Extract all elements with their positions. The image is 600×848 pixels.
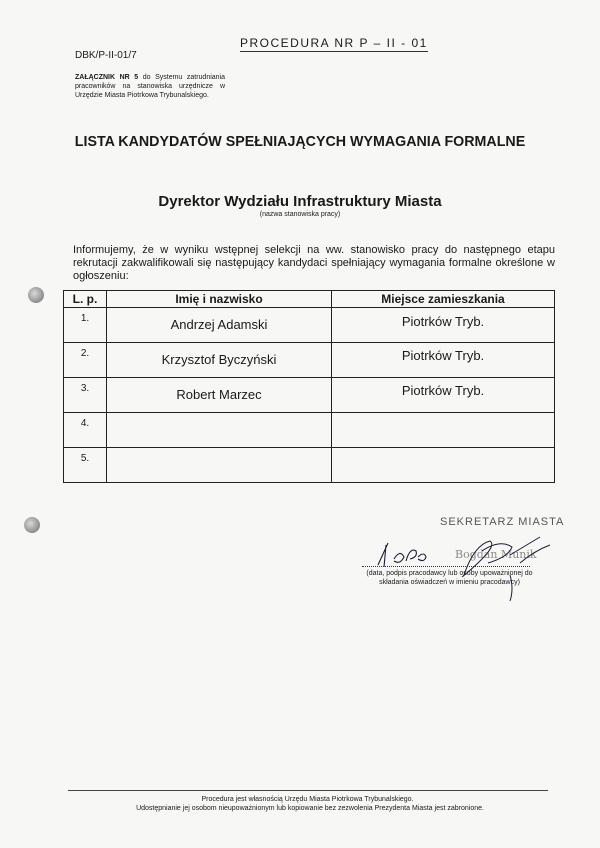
candidate-place bbox=[332, 448, 555, 483]
header-name: Imię i nazwisko bbox=[107, 291, 332, 308]
signature-line bbox=[362, 566, 530, 567]
candidate-place-text: Piotrków Tryb. bbox=[401, 314, 485, 329]
candidate-name bbox=[107, 378, 332, 413]
footer-copyright: Udostępnianie jej osobom nieupoważnionym lub kopiowanie bez zezwolenia Prezydenta Miasta jest zabronione. bbox=[136, 805, 484, 812]
table-row bbox=[64, 343, 555, 378]
table-row bbox=[64, 308, 555, 343]
candidate-name-text: Robert Marzec bbox=[176, 387, 262, 402]
signature-name: Bogdan Munik bbox=[455, 548, 537, 561]
row-number: 2. bbox=[64, 343, 107, 378]
candidate-place bbox=[332, 378, 555, 413]
secretary-stamp: SEKRETARZ MIASTA bbox=[440, 516, 565, 528]
annex-text: do Systemu zatrudniania pracowników na stanowiska urzędnicze w Urzędzie Miasta Piotrkowa Trybunalskiego. bbox=[75, 74, 225, 99]
row-number: 5. bbox=[64, 448, 107, 483]
candidate-name-text: Krzysztof Byczyński bbox=[161, 352, 277, 367]
candidate-place bbox=[332, 308, 555, 343]
row-number: 4. bbox=[64, 413, 107, 448]
candidate-place-text: Piotrków Tryb. bbox=[401, 383, 485, 398]
candidate-name bbox=[107, 308, 332, 343]
candidate-name-text: Andrzej Adamski bbox=[170, 317, 268, 332]
row-number: 1. bbox=[64, 308, 107, 343]
document-title: LISTA KANDYDATÓW SPEŁNIAJĄCYCH WYMAGANIA FORMALNE bbox=[74, 133, 526, 150]
footer-ownership: Procedura jest własnością Urzędu Miasta Piotrkowa Trybunalskiego. bbox=[201, 796, 414, 803]
position-name: Dyrektor Wydziału Infrastruktury Miasta bbox=[158, 193, 442, 210]
annex-label: ZAŁĄCZNIK NR 5 bbox=[75, 74, 139, 81]
header-place: Miejsce zamieszkania bbox=[332, 291, 555, 308]
annex-note bbox=[75, 73, 225, 100]
candidate-name bbox=[107, 343, 332, 378]
punch-hole-top bbox=[28, 287, 44, 303]
candidate-name bbox=[107, 448, 332, 483]
candidate-place bbox=[332, 343, 555, 378]
table-row bbox=[64, 413, 555, 448]
candidate-name bbox=[107, 413, 332, 448]
signature-caption: (data, podpis pracodawcy lub osoby upoważnionej do składania oświadczeń w imieniu pracodawcy) bbox=[366, 570, 533, 586]
table-row bbox=[64, 448, 555, 483]
header-lp: L. p. bbox=[64, 291, 107, 308]
punch-hole-bottom bbox=[24, 517, 40, 533]
intro-paragraph: Informujemy, że w wyniku wstępnej selekcji na ww. stanowisko pracy do następnego etapu rekrutacji zakwalifikowali się następujący kandydaci spełniający wymagania formalne określone w ogłoszeniu: bbox=[73, 244, 555, 282]
candidate-place-text: Piotrków Tryb. bbox=[401, 348, 485, 363]
position-caption: (nazwa stanowiska pracy) bbox=[259, 211, 341, 218]
table-header-row bbox=[64, 291, 555, 308]
table-row bbox=[64, 378, 555, 413]
candidate-place bbox=[332, 413, 555, 448]
procedure-number: PROCEDURA NR P – II - 01 bbox=[240, 36, 428, 50]
document-code: DBK/P-II-01/7 bbox=[75, 50, 137, 61]
candidates-table bbox=[63, 290, 555, 483]
row-number: 3. bbox=[64, 378, 107, 413]
footer-divider bbox=[68, 790, 548, 791]
